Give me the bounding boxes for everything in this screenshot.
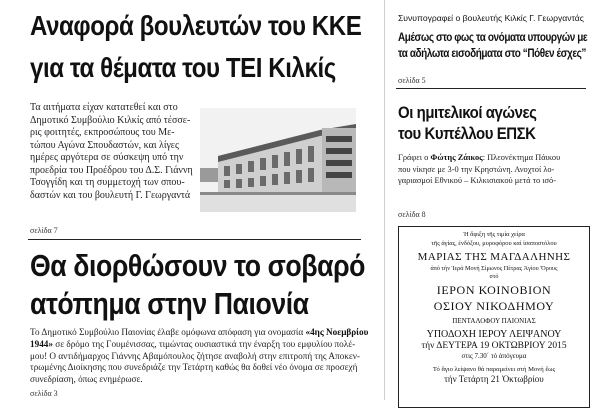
- ad-line-saint: ΜΑΡΙΑΣ ΤΗΣ ΜΑΓΔΑΛΗΝΗΣ: [417, 251, 571, 263]
- article1-body-line: τώπου Αγώνα Σπουδαστών, και λίγες: [30, 139, 179, 151]
- right-article1-headline-line2: τα αδήλωτα εισοδήματα στο “Πόθεν έσχες”: [398, 46, 586, 60]
- article1-body-line: Τσογγίδη και τη συμμετοχή των σπου-: [30, 177, 185, 188]
- article2-body: [30, 327, 369, 386]
- article1-body: [30, 102, 208, 202]
- article1-page-ref: σελίδα 7: [30, 226, 58, 235]
- right-article1-divider: [396, 88, 586, 89]
- ad-line-reception: ΥΠΟΔΟΧΗ ΙΕΡΟΥ ΛΕΙΨΑΝΟΥ: [426, 329, 562, 340]
- right-article2-body-line: που νίκησε με 3-0 την Κρηστώνη. Ανοχτοί λο-: [398, 164, 555, 174]
- ad-line-intro: Ἡ ἄφιξη τῆς τιμία χείρα: [463, 231, 525, 238]
- building-photo: [200, 108, 356, 212]
- right-article1-headline-line1: Αμέσως στο φως τα ονόματα υπουργών με: [398, 30, 588, 44]
- article2-body-line: συνεδρίαση, όπως ενημέρωσε.: [30, 374, 143, 385]
- article1-headline-line2: για τα θέματα του ΤΕΙ Κιλκίς: [30, 52, 336, 83]
- ad-line-location: ΠΕΝΤΑΛΟΦΟΥ ΠΑΙΟΝΙΑΣ: [452, 317, 536, 325]
- article1-divider: [28, 239, 361, 240]
- article2-body-line: μου! Ο αντιδήμαρχος Γιάννης Αβαμόπουλος ζήτησε αναβολή στην επιτροπή της Αποκεν-: [30, 350, 360, 361]
- column-divider: [384, 0, 385, 400]
- church-announcement-ad: [398, 226, 590, 408]
- article1-body-line: ρις φοιτητές, εκπροσώπους του Με-: [30, 127, 175, 138]
- ad-line-subtitle: τῆς ἁγίας, ἐνδόξου, μυροφόρου καί ἰσαποστόλου: [431, 240, 557, 247]
- right-article2-page-ref: σελίδα 8: [398, 210, 426, 219]
- right-article2-headline-line2: του Κυπέλλου ΕΠΣΚ: [398, 124, 536, 143]
- ad-line-origin: ἀπό τήν Ἱερά Μονή Σίμωνος Πέτρας Ἁγίου Ὄρους: [430, 265, 558, 272]
- building-photo-image: [200, 108, 356, 212]
- article1-body-line: Δημοτικό Συμβούλιο Κιλκίς από τέσσε-: [30, 114, 191, 126]
- article1-headline-line1: Αναφορά βουλευτών του ΚΚΕ: [30, 10, 362, 41]
- article1-body-line: ημέρες αργότερα σε σύσκεψη υπό την: [30, 152, 184, 163]
- article1-body-line: δαστών και του βουλευτή Γ. Γεωργαντά: [30, 189, 191, 201]
- article1-body-line: Τα αιτήματα είχαν κατατεθεί και στο: [30, 102, 178, 113]
- right-article2-headline-line1: Οι ημιτελικοί αγώνες: [398, 103, 537, 122]
- right-article2-body: [398, 152, 588, 187]
- right-article2-body-line: γαριασμοί Εθνικού – Κιλκισιακού μετά το ισό-: [398, 176, 556, 186]
- ad-line-time: στις 7.30΄ τό ἀπόγευμα: [461, 352, 527, 360]
- right-article1-kicker: Συνυπογραφεί ο βουλευτής Κιλκίς Γ. Γεωργαντάς: [398, 13, 584, 23]
- article2-page-ref: σελίδα 3: [30, 389, 58, 398]
- ad-line-to: στό: [489, 273, 499, 280]
- article2-headline-line2: ατόπημα στην Παιονία: [30, 286, 309, 321]
- ad-line-monastery2: ΟΣΙΟΥ ΝΙΚΟΔΗΜΟΥ: [433, 299, 555, 313]
- article1-body-line: προεδρία του Προέδρου του Δ.Σ. Γιάννη: [30, 164, 193, 176]
- article2-body-line: 1944» σε δρόμο της Γουμένισσας, τιμώντας ουσιαστικά την έναρξη του εμφυλίου πολέ-: [30, 338, 356, 349]
- article2-headline-line1: Θα διορθώσουν το σοβαρό: [30, 248, 366, 283]
- article2-body-line: τρωμένης Διοίκησης που συνεδριάζε την Τετάρτη καθώς θα δοθεί νέο όνομα σε προσεχή: [30, 362, 358, 373]
- ad-line-stay: Τό ἅγιο λείψανο θά παραμείνει στή Μονή ἕως: [432, 366, 556, 373]
- ad-line-date: τήν ΔΕΥΤΕΡΑ 19 ΟΚΤΩΒΡΙΟΥ 2015: [421, 341, 567, 351]
- right-article1-page-ref: σελίδα 5: [398, 76, 426, 85]
- article2-body-line: Το Δημοτικό Συμβούλιο Παιονίας έλαβε ομόφωνα απόφαση για ονομασία «4ης Νοεμβρίου: [30, 327, 369, 337]
- right-article2-body-line: Γράφει ο Φώτης Ζάικος: Πλεονέκτημα Πάικου: [398, 153, 561, 162]
- ad-line-monastery1: ΙΕΡΟΝ ΚΟΙΝΟΒΙΟΝ: [436, 283, 552, 297]
- ad-line-until: τήν Τετάρτη 21 Ὀκτωβρίου: [444, 374, 544, 384]
